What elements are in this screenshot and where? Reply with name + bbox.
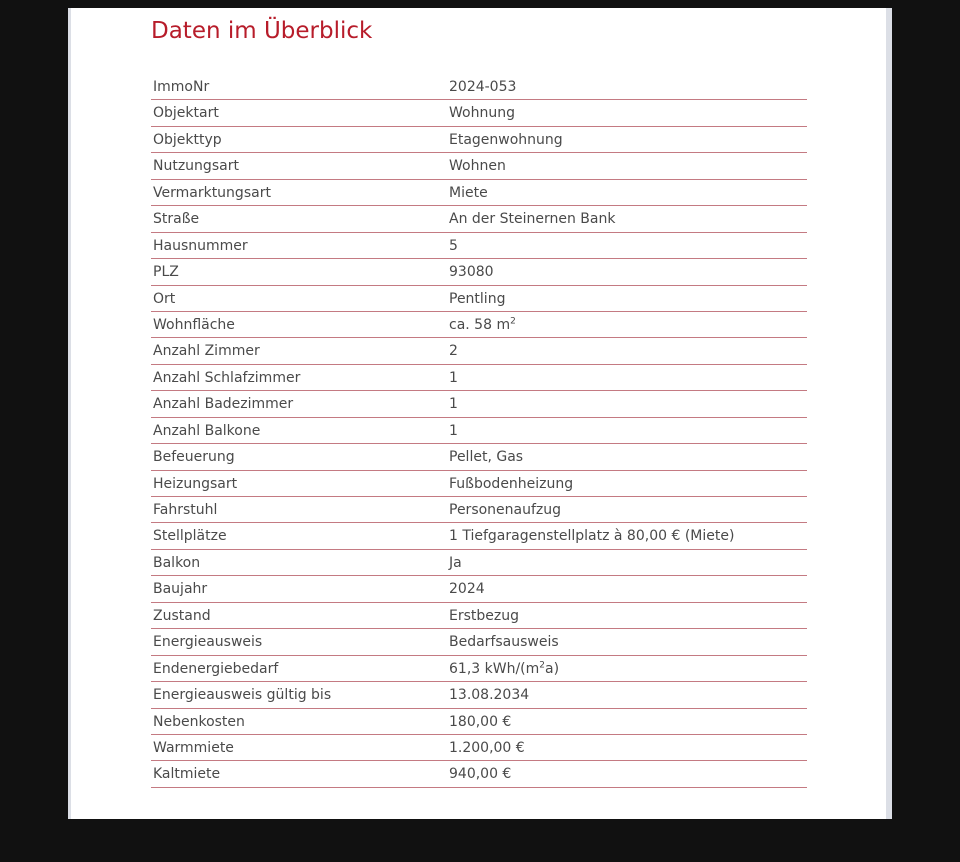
table-row [151, 550, 807, 576]
table-row [151, 629, 807, 655]
property-data-table [151, 74, 807, 788]
table-row [151, 682, 807, 708]
row-label: Anzahl Schlafzimmer [153, 369, 301, 386]
row-label: PLZ [153, 264, 179, 281]
row-label: Objektart [153, 105, 219, 122]
table-row [151, 603, 807, 629]
row-value: Personenaufzug [449, 502, 562, 518]
row-label: Kaltmiete [153, 766, 221, 783]
row-value: Etagenwohnung [449, 131, 563, 148]
row-label: Wohnfläche [153, 316, 235, 333]
row-value: An der Steinernen Bank [449, 211, 616, 228]
row-value: 1.200,00 € [449, 739, 525, 756]
table-row [151, 259, 807, 285]
row-value: Wohnen [449, 158, 506, 175]
row-label: Hausnummer [153, 237, 248, 254]
row-value [449, 317, 516, 333]
table-row [151, 735, 807, 761]
row-value: Bedarfsausweis [449, 634, 559, 651]
row-value: Wohnung [449, 105, 515, 122]
row-value: 2 [449, 343, 458, 360]
table-row [151, 365, 807, 391]
row-value: 5 [449, 237, 458, 254]
row-value: Pentling [449, 290, 506, 307]
row-value: Miete [449, 184, 488, 201]
row-label: Stellplätze [153, 528, 227, 545]
row-label: Straße [153, 211, 200, 228]
value-superscript: 2 [510, 316, 516, 327]
row-label: Zustand [153, 607, 211, 624]
row-value [449, 661, 559, 677]
value-text-suffix: a) [545, 660, 560, 677]
row-label: Baujahr [153, 581, 208, 598]
table-row [151, 312, 807, 338]
table-row [151, 761, 807, 787]
row-value: Fußbodenheizung [449, 475, 574, 492]
table-row [151, 74, 807, 100]
row-label: Anzahl Balkone [153, 422, 261, 439]
row-label: Fahrstuhl [153, 502, 218, 518]
row-label: Endenergiebedarf [153, 660, 279, 677]
row-value: Ja [449, 554, 462, 571]
row-label: Heizungsart [153, 475, 238, 492]
table-row [151, 523, 807, 549]
table-row [151, 391, 807, 417]
row-value: 1 [449, 422, 458, 439]
row-value: 93080 [449, 264, 494, 281]
table-row [151, 444, 807, 470]
row-label: Balkon [153, 554, 201, 571]
row-value: 13.08.2034 [449, 687, 530, 704]
table-row [151, 153, 807, 179]
table-row [151, 471, 807, 497]
page-title: Daten im Überblick [151, 18, 373, 44]
row-value: 2024 [449, 581, 485, 598]
value-text: ca. 58 m [449, 316, 511, 333]
row-value: 2024-053 [449, 79, 517, 95]
table-row [151, 180, 807, 206]
table-row [151, 338, 807, 364]
table-row [151, 233, 807, 259]
table-row [151, 709, 807, 735]
row-label: Anzahl Badezimmer [153, 396, 294, 413]
value-superscript: 2 [539, 659, 545, 670]
row-value: 1 [449, 396, 458, 413]
content-panel [68, 8, 892, 819]
row-label: Befeuerung [153, 449, 235, 466]
row-value: 1 Tiefgaragenstellplatz à 80,00 € (Miete) [449, 528, 735, 545]
table-row [151, 286, 807, 312]
row-label: Warmmiete [153, 739, 234, 756]
row-label: Objekttyp [153, 131, 222, 148]
table-row [151, 206, 807, 232]
table-row [151, 576, 807, 602]
value-text: 61,3 kWh/(m [449, 660, 540, 677]
table-row [151, 497, 807, 523]
row-label: Nutzungsart [153, 158, 239, 175]
row-label: Energieausweis [153, 634, 263, 651]
row-value: 1 [449, 369, 458, 386]
row-label: Vermarktungsart [153, 184, 271, 201]
row-label: Anzahl Zimmer [153, 343, 260, 360]
table-row [151, 656, 807, 682]
row-label: Ort [153, 290, 176, 307]
table-row [151, 418, 807, 444]
row-value: Erstbezug [449, 607, 519, 624]
row-value: 180,00 € [449, 713, 512, 730]
row-label: Nebenkosten [153, 713, 245, 730]
row-value: 940,00 € [449, 766, 512, 783]
row-value: Pellet, Gas [449, 449, 524, 466]
row-label: ImmoNr [153, 79, 210, 95]
table-row [151, 100, 807, 126]
row-label: Energieausweis gültig bis [153, 687, 332, 704]
table-row [151, 127, 807, 153]
